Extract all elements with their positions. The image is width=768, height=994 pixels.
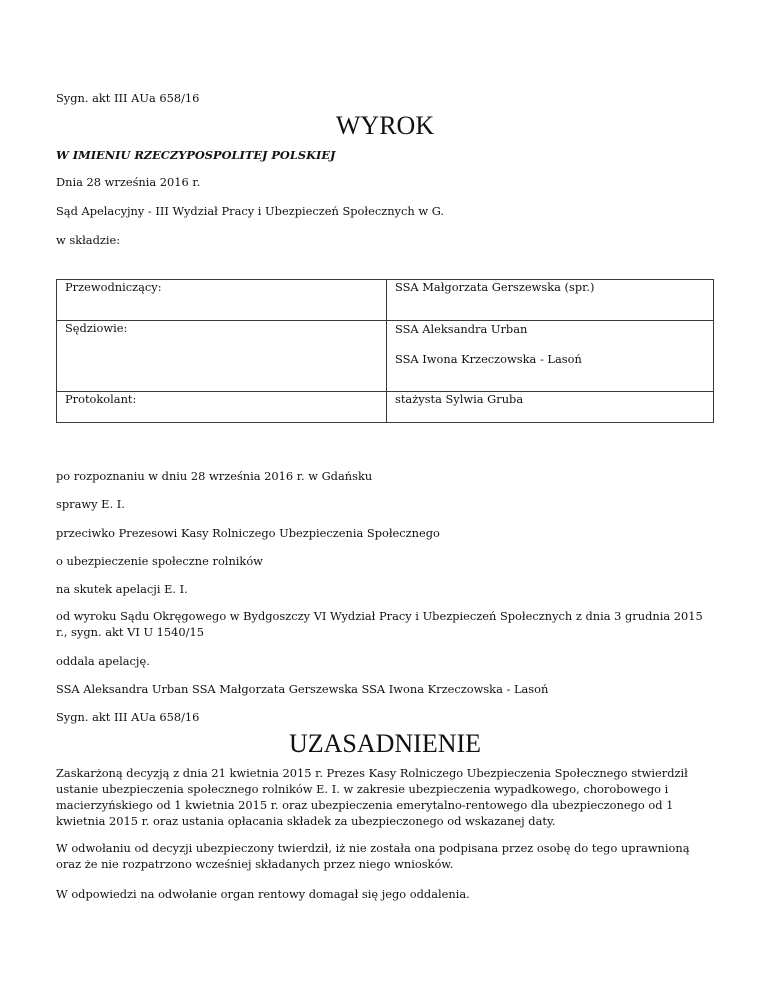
against-line: przeciwko Prezesowi Kasy Rolniczego Ubezpieczenia Społecznego xyxy=(56,526,440,540)
judgment-title: WYROK xyxy=(335,111,435,140)
hearing-line: po rozpoznaniu w dniu 28 września 2016 r. w Gdańsku xyxy=(56,469,373,483)
reasons-paragraph-1: Zaskarżoną decyzją z dnia 21 kwietnia 2015 r. Prezes Kasy Rolniczego Ubezpieczenia Społecznego stwierdził ustanie ubezpieczenia społecznego rolników E. I. w zakresie ubezpieczenia wypadkowego, chorobowego i macierzyńskiego od 1 kwietnia 2015 r. oraz ubezpieczenia emerytalno-rentowego dla ubezpieczonego od 1 kwietnia 2015 r. oraz ustania opłacania składek za ubezpieczonego od wskazanej daty. xyxy=(56,766,688,828)
reasons-paragraph-2: W odwołaniu od decyzji ubezpieczony twierdził, iż nie została ona podpisana przez osobę do tego uprawnioną oraz że nie rozpatrzono wcześniej składanych przez niego wniosków. xyxy=(56,841,690,871)
case-signature-top: Sygn. akt III AUa 658/16 xyxy=(56,91,200,105)
court-panel-table xyxy=(56,279,714,423)
reasons-paragraph-3: W odpowiedzi na odwołanie organ rentowy domagał się jego oddalenia. xyxy=(56,887,470,901)
chair-value: SSA Małgorzata Gerszewska (spr.) xyxy=(387,280,714,321)
chair-label: Przewodniczący: xyxy=(57,280,387,321)
composition-label: w składzie: xyxy=(56,233,121,247)
judge-name: SSA Iwona Krzeczowska - Lasoń xyxy=(395,352,582,366)
judgment-subtitle: W IMIENIU RZECZYPOSPOLITEJ POLSKIEJ xyxy=(56,148,336,162)
ruling-line: oddala apelację. xyxy=(56,654,150,668)
subject-line: o ubezpieczenie społeczne rolników xyxy=(56,554,263,568)
judges-label: Sędziowie: xyxy=(57,321,387,392)
table-row xyxy=(57,392,714,423)
court-line: Sąd Apelacyjny - III Wydział Pracy i Ubezpieczeń Społecznych w G. xyxy=(56,204,445,218)
case-signature-second: Sygn. akt III AUa 658/16 xyxy=(56,710,200,724)
reasons-title: UZASADNIENIE xyxy=(288,729,482,758)
clerk-value: stażysta Sylwia Gruba xyxy=(387,392,714,423)
table-row xyxy=(57,280,714,321)
judgment-line: od wyroku Sądu Okręgowego w Bydgoszczy VI Wydział Pracy i Ubezpieczeń Społecznych z dnia 3 grudnia 2015 r., sygn. akt VI U 1540/15 xyxy=(56,609,703,639)
judges-cell xyxy=(387,321,714,392)
judge-name: SSA Aleksandra Urban xyxy=(395,322,528,336)
clerk-label: Protokolant: xyxy=(57,392,387,423)
date-line: Dnia 28 września 2016 r. xyxy=(56,175,201,189)
case-line: sprawy E. I. xyxy=(56,497,125,511)
signatures-line: SSA Aleksandra Urban SSA Małgorzata Gerszewska SSA Iwona Krzeczowska - Lasoń xyxy=(56,682,549,696)
table-row xyxy=(57,321,714,392)
appeal-line: na skutek apelacji E. I. xyxy=(56,582,188,596)
